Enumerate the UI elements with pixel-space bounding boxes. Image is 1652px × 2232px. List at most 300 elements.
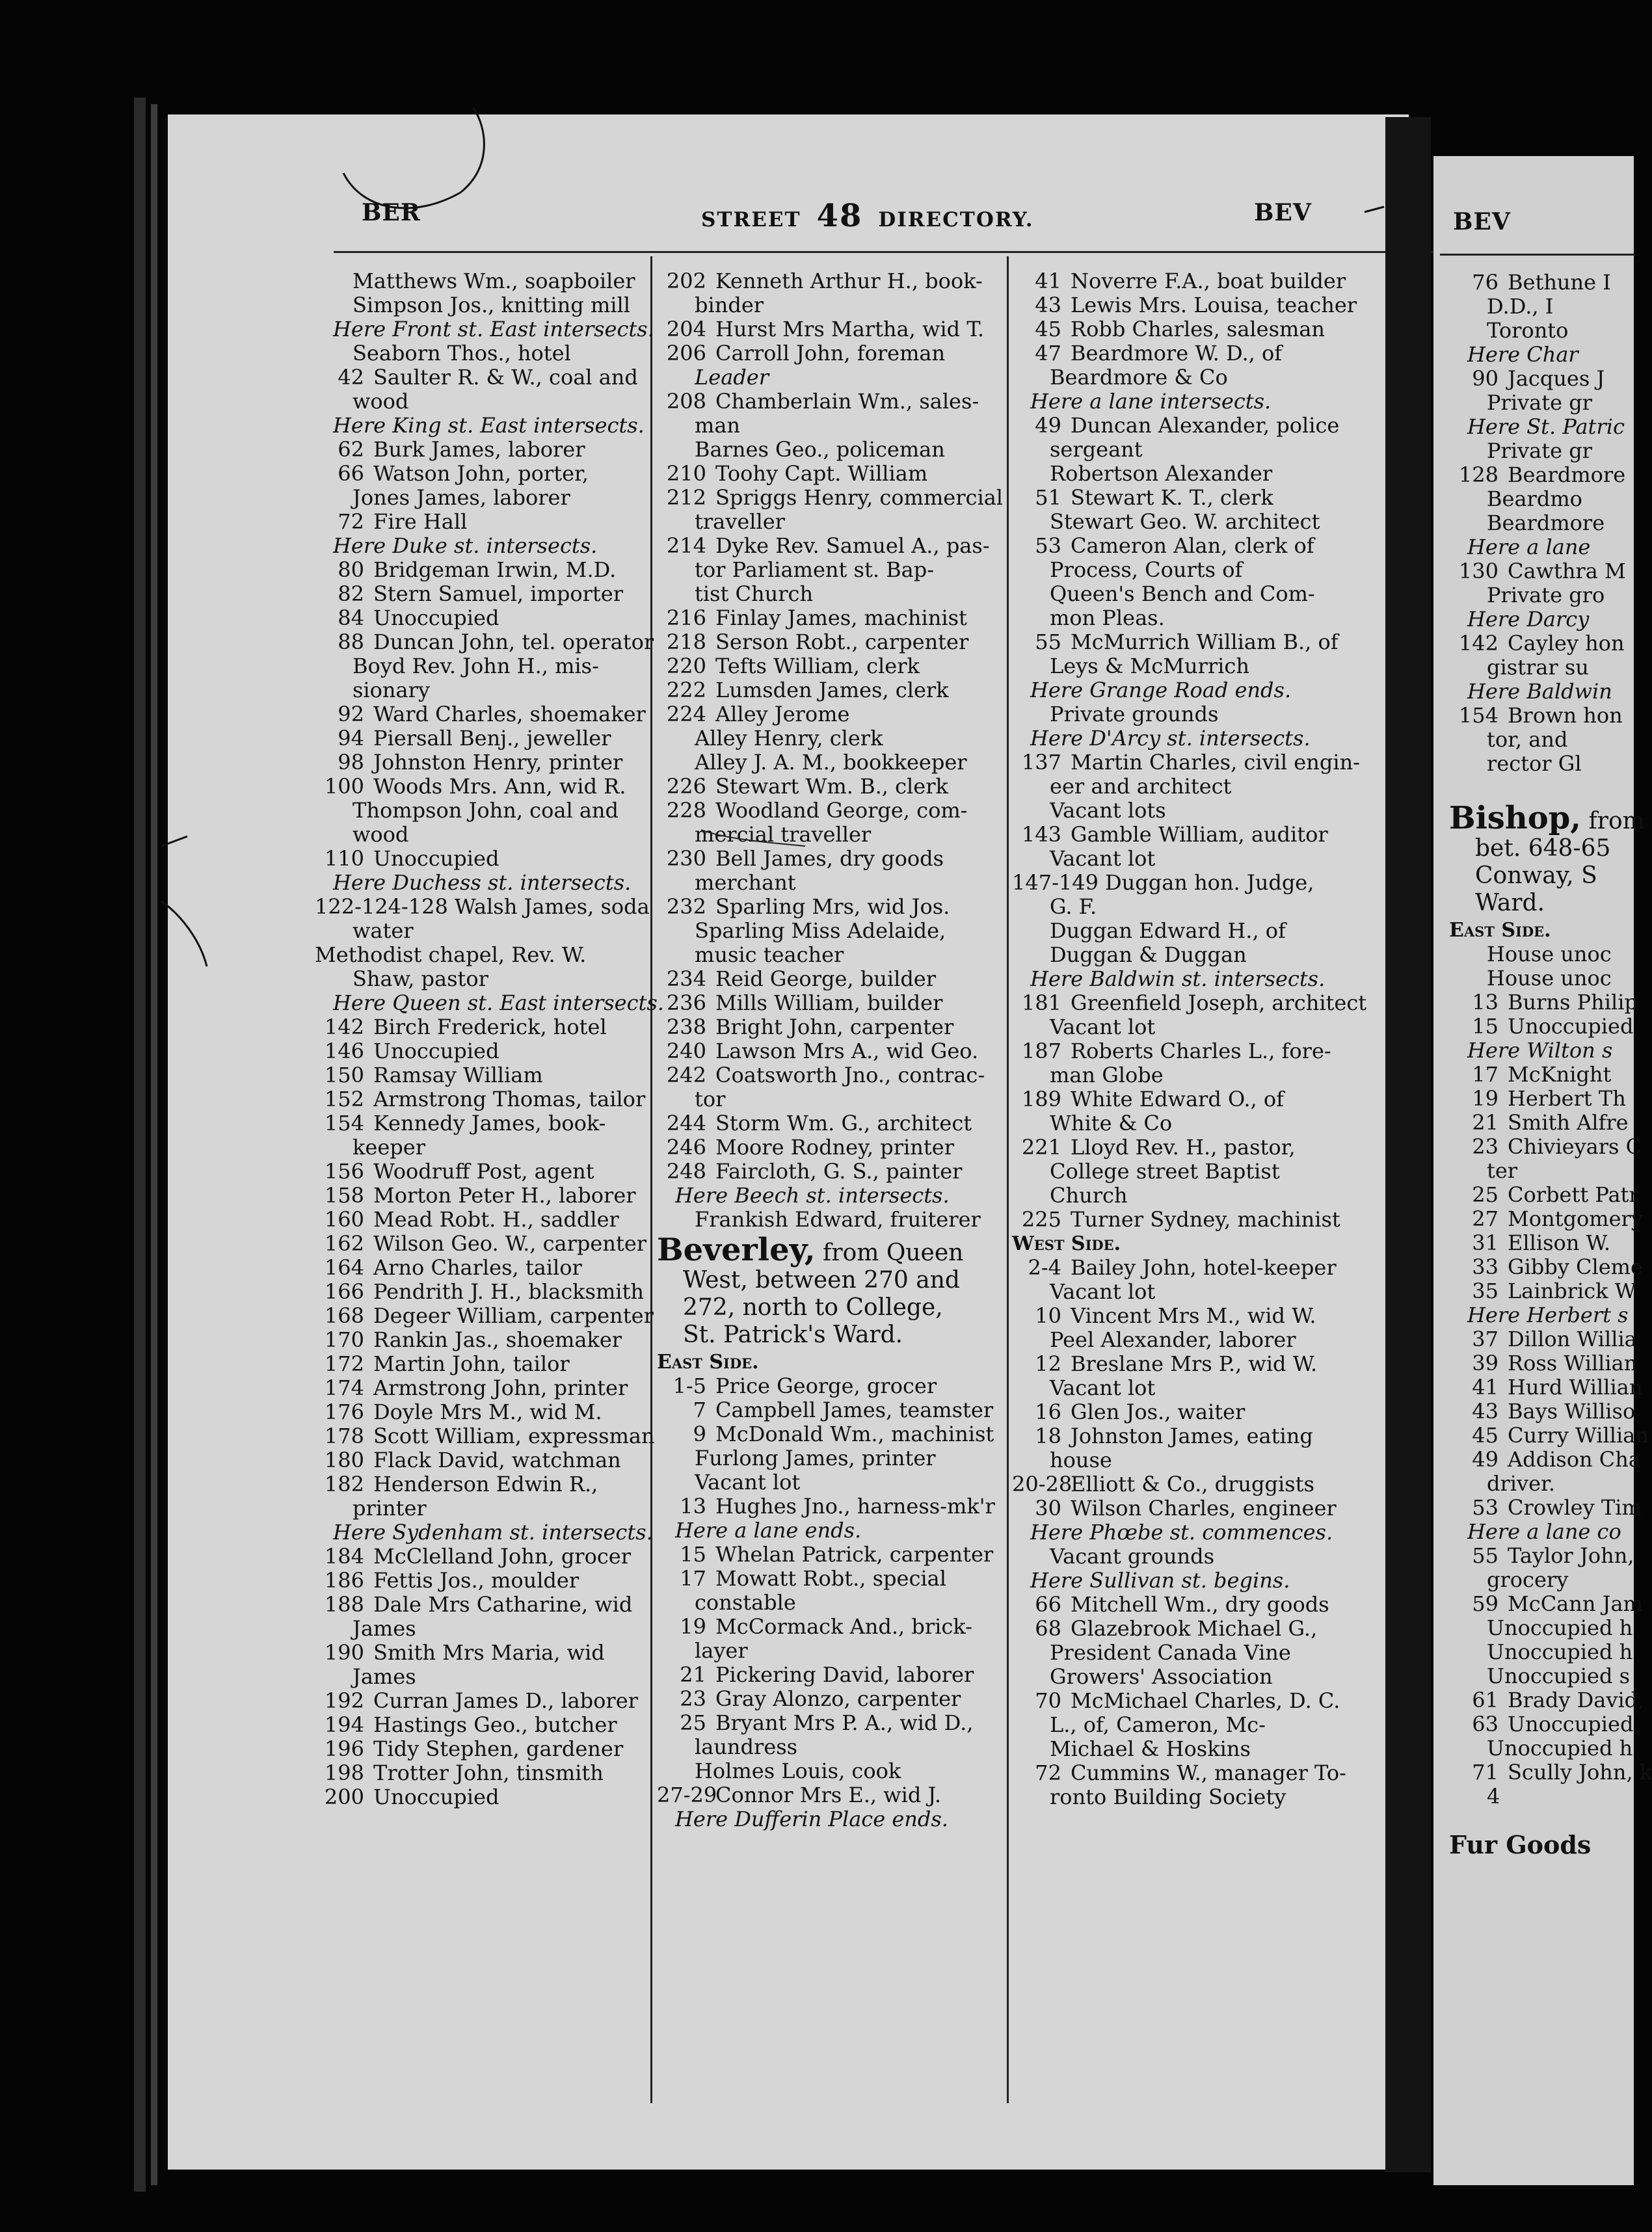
continuation-line: Duggan Edward H., of	[1050, 918, 1286, 943]
house-number: 9	[693, 1422, 706, 1446]
entry-text: Unoccupied	[373, 1039, 500, 1063]
house-number: 244	[666, 1111, 706, 1136]
street-description-line: Ward.	[1475, 890, 1545, 916]
house-number: 61	[1472, 1688, 1499, 1712]
house-number: 218	[666, 630, 706, 654]
house-number: 18	[1035, 1424, 1061, 1448]
house-number: 176	[324, 1400, 364, 1424]
directory-entry	[1449, 1448, 1652, 1472]
continuation-line: White & Co	[1050, 1111, 1173, 1136]
directory-entry	[1449, 1760, 1652, 1785]
street-description-line: West, between 270 and	[683, 1267, 960, 1294]
house-number: 156	[324, 1159, 364, 1184]
house-number: 225	[1021, 1207, 1061, 1232]
continuation-line: mon Pleas.	[1050, 605, 1165, 630]
house-number: 190	[324, 1640, 364, 1665]
continuation-line: Unoccupied h	[1487, 1736, 1633, 1760]
house-number: 198	[324, 1760, 364, 1785]
house-number: 234	[666, 966, 706, 991]
continuation-line: Alley Henry, clerk	[695, 726, 883, 751]
entry-text: Ward Charles, shoemaker	[373, 702, 646, 726]
continuation-line: Beardmore & Co	[1050, 365, 1228, 390]
house-number: 19	[1472, 1086, 1499, 1111]
continuation-line: Beardmore	[1487, 511, 1605, 535]
continuation-line: Peel Alexander, laborer	[1050, 1327, 1296, 1352]
street-description-line: bet. 648-65	[1475, 835, 1611, 862]
directory-entry	[1449, 990, 1652, 1015]
street-heading	[1449, 800, 1652, 836]
cross-street-note: Here Wilton s	[1467, 1038, 1613, 1063]
entry-text: Bays Williso	[1508, 1399, 1636, 1424]
continuation-line: Stewart Geo. W. architect	[1050, 509, 1320, 534]
continuation-line: Sparling Miss Adelaide,	[695, 918, 946, 943]
entry-text: Degeer William, carpenter	[373, 1303, 654, 1328]
house-number: 49	[1035, 413, 1061, 438]
entry-text: Wilson Geo. W., carpenter	[373, 1231, 647, 1256]
cross-street-note: Here Grange Road ends.	[1030, 678, 1292, 702]
continuation-line: mercial traveller	[695, 822, 872, 847]
house-number: 55	[1035, 630, 1061, 654]
house-number: 66	[1035, 1592, 1061, 1617]
house-number: 21	[680, 1662, 706, 1687]
entry-text: Connor Mrs E., wid J.	[715, 1783, 942, 1807]
house-number: 206	[666, 341, 706, 365]
house-number: 110	[324, 846, 364, 871]
continuation-line: traveller	[695, 509, 785, 534]
cross-street-note: Here Sullivan st. begins.	[1030, 1568, 1290, 1593]
house-number: 51	[1035, 485, 1061, 510]
continuation-line: James	[353, 1616, 416, 1641]
entry-text: Doyle Mrs M., wid M.	[373, 1400, 602, 1424]
directory-entry	[1449, 1351, 1652, 1375]
continuation-line: Unoccupied s	[1487, 1664, 1631, 1688]
house-number: 143	[1021, 822, 1061, 847]
continuation-line: Unoccupied h	[1487, 1640, 1633, 1664]
house-number: 194	[324, 1712, 364, 1737]
house-number: 240	[666, 1039, 706, 1063]
entry-text: Bell James, dry goods	[715, 846, 944, 871]
directory-entry	[1449, 1688, 1652, 1712]
entry-text: Faircloth, G. S., painter	[715, 1159, 963, 1184]
house-number: 98	[338, 750, 364, 775]
street-name: Bishop,	[1449, 800, 1582, 836]
entry-text: Smith Mrs Maria, wid	[373, 1640, 605, 1665]
entry-text: Flack David, watchman	[373, 1448, 621, 1472]
house-number: 70	[1035, 1688, 1061, 1713]
continuation-line: Barnes Geo., policeman	[695, 437, 945, 462]
directory-entry	[1449, 1015, 1652, 1039]
entry-text: Noverre F.A., boat builder	[1071, 269, 1346, 293]
house-number: 17	[1472, 1062, 1499, 1087]
continuation-line: James	[353, 1664, 416, 1689]
entry-text: Smith Alfre	[1508, 1110, 1629, 1135]
entry-text: Chamberlain Wm., sales-	[715, 389, 979, 414]
house-number: 142	[1458, 631, 1499, 656]
cross-street-note: Here Herbert s	[1467, 1303, 1629, 1327]
house-number: 31	[1472, 1230, 1499, 1255]
house-number: 130	[1458, 559, 1499, 583]
directory-entry	[1449, 1544, 1652, 1568]
entry-text: Trotter John, tinsmith	[373, 1760, 604, 1785]
entry-text: Johnston James, eating	[1071, 1424, 1313, 1448]
entry-text: Henderson Edwin R.,	[373, 1472, 598, 1496]
house-number: 100	[324, 774, 364, 799]
house-number: 41	[1035, 269, 1061, 293]
entry-text: Brown hon	[1508, 703, 1623, 728]
entry-text: Gamble William, auditor	[1071, 822, 1328, 847]
continuation-line: ronto Building Society	[1050, 1785, 1286, 1809]
house-number: 154	[324, 1111, 364, 1136]
house-number: 92	[338, 702, 364, 726]
entry-text: Bailey John, hotel-keeper	[1071, 1255, 1337, 1280]
directory-entry	[1449, 1327, 1652, 1351]
entry-text: Woods Mrs. Ann, wid R.	[373, 774, 626, 799]
house-number: 16	[1035, 1400, 1061, 1424]
entry-text: Price George, grocer	[715, 1374, 937, 1398]
directory-entry	[1449, 704, 1652, 728]
house-number: 23	[1472, 1134, 1499, 1159]
column-4	[1449, 271, 1652, 1857]
house-number: 13	[1472, 990, 1499, 1015]
entry-text: Unoccupied	[373, 846, 500, 871]
continuation-line: Matthews Wm., soapboiler	[353, 269, 635, 293]
page-gutter	[1385, 117, 1431, 2172]
continuation-line: Holmes Louis, cook	[695, 1759, 901, 1783]
side-heading: East Side.	[1449, 919, 1551, 942]
house-number: 242	[666, 1063, 706, 1087]
continuation-line: Shaw, pastor	[353, 966, 488, 991]
entry-text: Greenfield Joseph, architect	[1071, 990, 1367, 1015]
entry-text: Saulter R. & W., coal and	[373, 365, 638, 390]
continuation-line: Vacant lot	[1050, 1375, 1156, 1400]
house-number: 166	[324, 1279, 364, 1304]
directory-entry	[1449, 1712, 1652, 1736]
continuation-line: Thompson John, coal and	[353, 798, 619, 823]
entry-text: Chivieyars C	[1508, 1134, 1642, 1159]
house-number: 147-149	[1012, 870, 1099, 895]
house-number: 122-124-128	[315, 894, 448, 919]
handwritten-ink-marks	[168, 114, 1409, 2170]
entry-text: Cummins W., manager To-	[1071, 1760, 1346, 1785]
house-number: 43	[1035, 293, 1061, 317]
house-number: 68	[1035, 1616, 1061, 1641]
entry-text: Finlay James, machinist	[715, 605, 967, 630]
entry-text: Mead Robt. H., saddler	[373, 1207, 619, 1232]
house-number: 216	[666, 605, 706, 630]
house-number: 168	[324, 1303, 364, 1328]
continuation-line: layer	[695, 1638, 748, 1663]
house-number: 150	[324, 1063, 364, 1087]
directory-entry	[1449, 1231, 1652, 1255]
entry-text: Toohy Capt. William	[715, 461, 928, 486]
entry-text: Lawson Mrs A., wid Geo.	[715, 1039, 979, 1063]
house-number: 187	[1021, 1039, 1061, 1063]
house-number: 23	[680, 1686, 706, 1711]
continuation-line: Alley J. A. M., bookkeeper	[695, 750, 967, 775]
house-number: 181	[1021, 990, 1061, 1015]
continuation-line: House unoc	[1487, 966, 1612, 990]
house-number: 226	[666, 774, 706, 799]
entry-text: Bethune I	[1508, 270, 1611, 295]
house-number: 49	[1472, 1447, 1499, 1472]
entry-text: McDonald Wm., machinist	[715, 1422, 994, 1446]
house-number: 43	[1472, 1399, 1499, 1424]
entry-text: Cayley hon	[1508, 631, 1625, 656]
entry-text: Watson John, porter,	[373, 461, 589, 486]
house-number: 162	[324, 1231, 364, 1256]
entry-text: Roberts Charles L., fore-	[1071, 1039, 1331, 1063]
house-number: 128	[1458, 462, 1499, 487]
entry-text: Pendrith J. H., blacksmith	[373, 1279, 644, 1304]
entry-text: Arno Charles, tailor	[373, 1255, 582, 1280]
continuation-line: Unoccupied h	[1487, 1615, 1633, 1640]
side-heading: West Side.	[1012, 1232, 1121, 1255]
house-number: 45	[1035, 317, 1061, 341]
entry-text: McClelland John, grocer	[373, 1544, 632, 1569]
directory-entry	[1449, 367, 1652, 391]
house-number: 1-5	[673, 1374, 706, 1398]
house-number: 53	[1472, 1495, 1499, 1520]
entry-text: Johnston Henry, printer	[373, 750, 623, 775]
house-number: 82	[338, 581, 364, 606]
entry-text: Duggan hon. Judge,	[1104, 870, 1314, 895]
continuation-line: Leader	[695, 365, 769, 390]
continuation-line: sergeant	[1050, 437, 1143, 462]
house-number: 170	[324, 1327, 364, 1352]
header-rule	[1440, 254, 1635, 256]
directory-entry	[1449, 1111, 1652, 1135]
continuation-line: Simpson Jos., knitting mill	[353, 293, 630, 317]
directory-entry	[1449, 1496, 1652, 1520]
directory-entry	[1449, 1063, 1652, 1087]
adjacent-page	[1433, 156, 1652, 2185]
entry-text: Burk James, laborer	[373, 437, 585, 462]
continuation-line: tist Church	[695, 581, 814, 606]
house-number: 208	[666, 389, 706, 414]
house-number: 63	[1472, 1712, 1499, 1736]
entry-text: Kennedy James, book-	[373, 1111, 606, 1136]
house-number: 39	[1472, 1351, 1499, 1375]
entry-text: Serson Robt., carpenter	[715, 630, 969, 654]
entry-text: Cawthra M	[1508, 559, 1626, 583]
continuation-line: man Globe	[1050, 1063, 1164, 1087]
continuation-line: rector Gl	[1487, 751, 1582, 776]
house-number: 53	[1035, 533, 1061, 558]
house-number: 221	[1021, 1135, 1061, 1160]
continuation-line: Boyd Rev. John H., mis-	[353, 654, 599, 678]
continuation-line: Vacant lot	[1050, 846, 1156, 871]
house-number: 164	[324, 1255, 364, 1280]
entry-text: McMurrich William B., of	[1071, 630, 1339, 654]
entry-text: Kenneth Arthur H., book-	[715, 269, 983, 293]
cross-street-note: Here a lane co	[1467, 1519, 1621, 1544]
continuation-line: Vacant lot	[1050, 1015, 1156, 1039]
directory-entry	[1449, 1135, 1652, 1159]
continuation-line: ter	[1487, 1158, 1518, 1183]
house-number: 33	[1472, 1255, 1499, 1279]
house-number: 236	[666, 990, 706, 1015]
continuation-line: G. F.	[1050, 894, 1097, 919]
running-head-adjacent: BEV	[1453, 208, 1511, 235]
house-number: 246	[666, 1135, 706, 1160]
continuation-line: Queen's Bench and Com-	[1050, 581, 1315, 606]
entry-text: Turner Sydney, machinist	[1071, 1207, 1340, 1232]
house-number: 142	[324, 1015, 364, 1039]
house-number: 232	[666, 894, 706, 919]
entry-text: Armstrong Thomas, tailor	[373, 1087, 646, 1111]
continuation-line: Process, Courts of	[1050, 557, 1243, 582]
entry-text: Lloyd Rev. H., pastor,	[1071, 1135, 1296, 1160]
house-number: 15	[680, 1542, 706, 1567]
house-number: 21	[1472, 1110, 1499, 1135]
entry-text: Fire Hall	[373, 509, 468, 534]
running-head-directory: DIRECTORY.	[878, 208, 1034, 232]
continuation-line: House unoc	[1487, 942, 1612, 966]
continuation-line: Furlong James, printer	[695, 1446, 936, 1470]
house-number: 196	[324, 1736, 364, 1761]
house-number: 90	[1472, 366, 1499, 391]
street-description: from	[1581, 808, 1645, 834]
continuation-line: tor Parliament st. Bap-	[695, 557, 935, 582]
directory-entry	[1449, 1087, 1652, 1111]
entry-text: Curran James D., laborer	[373, 1688, 638, 1713]
entry-text: Scully John, k	[1508, 1760, 1652, 1785]
house-number: 30	[1035, 1496, 1061, 1521]
continuation-line: Vacant lot	[1050, 1279, 1156, 1304]
cross-street-note: Here Baldwin	[1467, 679, 1612, 704]
entry-text: Taylor John,	[1508, 1543, 1634, 1568]
house-number: 55	[1472, 1543, 1499, 1568]
entry-text: Whelan Patrick, carpenter	[715, 1542, 994, 1567]
house-number: 202	[666, 269, 706, 293]
house-number: 214	[666, 533, 706, 558]
house-number: 137	[1021, 750, 1061, 775]
directory-entry	[1449, 1400, 1652, 1424]
house-number: 72	[1035, 1760, 1061, 1785]
directory-entry	[1449, 1424, 1652, 1448]
cross-street-note: Here Duchess st. intersects.	[333, 870, 632, 895]
house-number: 76	[1472, 270, 1499, 295]
house-number: 41	[1472, 1375, 1499, 1400]
directory-entry	[1449, 559, 1652, 583]
entry-text: Ramsay William	[373, 1063, 543, 1087]
house-number: 230	[666, 846, 706, 871]
entry-text: Beardmore W. D., of	[1071, 341, 1283, 365]
continuation-line: Robertson Alexander	[1050, 461, 1273, 486]
house-number: 192	[324, 1688, 364, 1713]
continuation-line: Church	[1050, 1183, 1128, 1208]
continuation-line: Vacant grounds	[1050, 1544, 1215, 1569]
cross-street-note: Here Dufferin Place ends.	[675, 1807, 948, 1831]
house-number: 186	[324, 1568, 364, 1593]
continuation-line: Leys & McMurrich	[1050, 654, 1249, 678]
continuation-line: Vacant lots	[1050, 798, 1166, 823]
cross-street-note: Here St. Patric	[1467, 414, 1625, 439]
continuation-line: printer	[353, 1496, 427, 1521]
house-number: 7	[693, 1398, 706, 1422]
entry-text: Lainbrick W	[1508, 1279, 1636, 1303]
house-number: 178	[324, 1424, 364, 1448]
entry-text: Tidy Stephen, gardener	[373, 1736, 624, 1761]
cross-street-note: Here Baldwin st. intersects.	[1030, 966, 1326, 991]
house-number: 59	[1472, 1591, 1499, 1616]
entry-text: Gibby Cleme	[1508, 1255, 1643, 1279]
cross-street-note: Here Beech st. intersects.	[675, 1183, 950, 1208]
continuation-line: Private gr	[1487, 438, 1592, 463]
entry-text: White Edward O., of	[1071, 1087, 1284, 1111]
house-number: 66	[338, 461, 364, 486]
entry-text: Rankin Jas., shoemaker	[373, 1327, 622, 1352]
cross-street-note: Here Duke st. intersects.	[333, 533, 598, 558]
continuation-line: Frankish Edward, fruiterer	[695, 1207, 981, 1232]
house-number: 228	[666, 798, 706, 823]
house-number: 220	[666, 654, 706, 678]
entry-text: Jacques J	[1508, 366, 1605, 391]
continuation-line: Seaborn Thos., hotel	[353, 341, 571, 365]
directory-entry	[1449, 1375, 1652, 1400]
cross-street-note: Here a lane intersects.	[1030, 389, 1272, 414]
spacer	[1449, 776, 1652, 800]
entry-text: Hastings Geo., butcher	[373, 1712, 617, 1737]
page-number: 48	[816, 198, 863, 234]
house-number: 25	[680, 1710, 706, 1735]
entry-text: Stewart K. T., clerk	[1071, 485, 1273, 510]
house-number: 94	[338, 726, 364, 751]
continuation-line: President Canada Vine	[1050, 1640, 1291, 1665]
house-number: 212	[666, 485, 706, 510]
continuation-line: binder	[695, 293, 764, 317]
entry-text: Lumsden James, clerk	[715, 678, 949, 702]
continuation-line: Private grounds	[1050, 702, 1219, 726]
house-number: 210	[666, 461, 706, 486]
house-number: 189	[1021, 1087, 1061, 1111]
entry-text: Fettis Jos., moulder	[373, 1568, 580, 1593]
entry-text: Ellison W.	[1508, 1230, 1610, 1255]
continuation-line: wood	[353, 822, 409, 847]
continuation-line: constable	[695, 1590, 796, 1615]
house-number: 88	[338, 630, 364, 654]
house-number: 72	[338, 509, 364, 534]
entry-text: Ross Willian	[1508, 1351, 1638, 1375]
entry-text: Herbert Th	[1508, 1086, 1626, 1111]
entry-text: Dale Mrs Catharine, wid	[373, 1592, 633, 1617]
directory-entry	[1449, 463, 1652, 487]
running-head-left: BER	[362, 199, 421, 226]
street-description-line: 272, north to College,	[683, 1294, 943, 1321]
house-number: 158	[324, 1183, 364, 1208]
directory-page	[168, 114, 1409, 2170]
street-name: Beverley,	[657, 1232, 816, 1268]
entry-text: Breslane Mrs P., wid W.	[1071, 1351, 1318, 1376]
directory-entry	[1449, 271, 1652, 295]
house-number: 19	[680, 1614, 706, 1639]
house-number: 224	[666, 702, 706, 726]
entry-text: Tefts William, clerk	[715, 654, 920, 678]
directory-entry	[1449, 1279, 1652, 1303]
continuation-line: Growers' Association	[1050, 1664, 1273, 1689]
directory-line: Methodist chapel, Rev. W.	[315, 942, 587, 967]
directory-entry	[1449, 1183, 1652, 1207]
entry-text: Birch Frederick, hotel	[373, 1015, 607, 1039]
house-number: 2-4	[1028, 1255, 1061, 1280]
entry-text: Lewis Mrs. Louisa, teacher	[1071, 293, 1357, 317]
entry-text: Woodland George, com-	[715, 798, 968, 823]
continuation-line: wood	[353, 389, 409, 414]
house-number: 172	[324, 1351, 364, 1376]
cross-street-note: Here Darcy	[1467, 607, 1590, 631]
entry-text: Hughes Jno., harness-mk'r	[715, 1494, 995, 1519]
house-number: 84	[338, 605, 364, 630]
